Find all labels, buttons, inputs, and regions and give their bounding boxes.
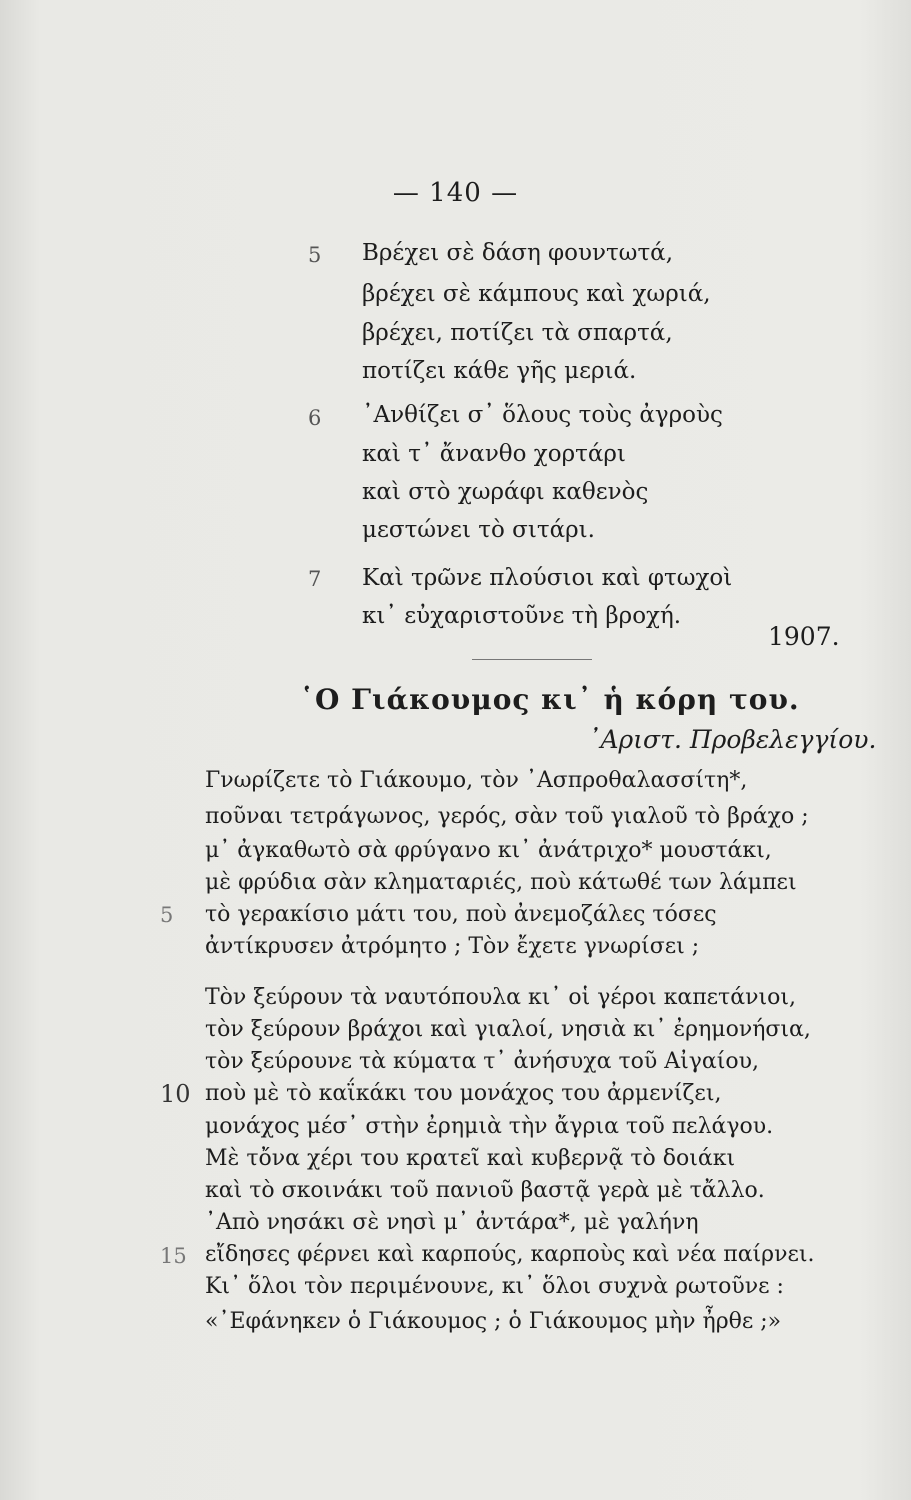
poem-date: 1907. — [768, 622, 840, 651]
page-number: — 140 — — [392, 178, 519, 208]
stanza-line: μεστώνει τὸ σιτάρι. — [362, 517, 595, 543]
stanza-line: Καὶ τρῶνε πλούσιοι καὶ φτωχοὶ — [362, 565, 733, 591]
line-number: 15 — [160, 1244, 187, 1268]
poem-line: καὶ τὸ σκοινάκι τοῦ πανιοῦ βαστᾷ γερὰ μὲ τἄλλο. — [205, 1178, 765, 1203]
poem-line: Κι᾿ ὅλοι τὸν περιμένουνε, κι᾿ ὅλοι συχνὰ ρωτοῦνε : — [205, 1274, 784, 1299]
stanza-line: ᾿Ανθίζει σ᾿ ὅλους τοὺς ἀγροὺς — [362, 402, 723, 428]
poem-line: τὸν ξεύρουνε τὰ κύματα τ᾿ ἀνήσυχα τοῦ Αἰγαίου, — [205, 1049, 759, 1074]
section-divider — [472, 659, 592, 660]
poem-line: μὲ φρύδια σὰν κληματαριές, ποὺ κάτωθέ των λάμπει — [205, 870, 797, 895]
stanza-line: καὶ στὸ χωράφι καθενὸς — [362, 479, 649, 505]
poem-line: Τὸν ξεύρουν τὰ ναυτόπουλα κι᾿ οἱ γέροι καπετάνιοι, — [205, 985, 796, 1010]
poem-author: ᾿Αριστ. Προβελεγγίου. — [588, 725, 877, 754]
poem-line: ἀντίκρυσεν ἀτρόμητο ; Τὸν ἔχετε γνωρίσει ; — [205, 934, 700, 959]
poem-line: μ᾿ ἀγκαθωτὸ σὰ φρύγανο κι᾿ ἀνάτριχο* μουστάκι, — [205, 838, 772, 863]
stanza-line: ποτίζει κάθε γῆς μεριά. — [362, 358, 637, 384]
stanza-number: 5 — [308, 243, 322, 267]
poem-line: ποὺ μὲ τὸ καΐκάκι του μονάχος του ἀρμενίζει, — [205, 1081, 722, 1106]
stanza-line: κι᾿ εὐχαριστοῦνε τὴ βροχή. — [362, 603, 682, 629]
stanza-line: καὶ τ᾿ ἄνανθο χορτάρι — [362, 441, 626, 467]
poem-line: ᾿Απὸ νησάκι σὲ νησὶ μ᾿ ἀντάρα*, μὲ γαλήνη — [205, 1210, 699, 1235]
poem-line: Γνωρίζετε τὸ Γιάκουμο, τὸν ᾿Ασπροθαλασσίτη*, — [205, 768, 748, 793]
stanza-line: βρέχει, ποτίζει τὰ σπαρτά, — [362, 320, 673, 346]
stanza-line: Βρέχει σὲ δάση φουντωτά, — [362, 240, 674, 266]
stanza-number: 6 — [308, 406, 322, 430]
stanza-line: βρέχει σὲ κάμπους καὶ χωριά, — [362, 281, 711, 307]
line-number: 10 — [160, 1080, 191, 1108]
poem-line: Μὲ τὄνα χέρι του κρατεῖ καὶ κυβερνᾷ τὸ δοιάκι — [205, 1146, 736, 1171]
poem-line: τὸν ξεύρουν βράχοι καὶ γιαλοί, νησιὰ κι᾿ ἐρημονήσια, — [205, 1017, 811, 1042]
poem-title: ῾Ο Γιάκουμος κι᾿ ἡ κόρη του. — [300, 683, 800, 716]
line-number: 5 — [160, 903, 174, 927]
poem-line: «᾿Εφάνηκεν ὁ Γιάκουμος ; ὁ Γιάκουμος μὴν ἦρθε ;» — [205, 1309, 782, 1334]
poem-line: τὸ γερακίσιο μάτι του, ποὺ ἀνεμοζάλες τόσες — [205, 902, 717, 927]
poem-line: μονάχος μέσ᾿ στὴν ἐρημιὰ τὴν ἄγρια τοῦ πελάγου. — [205, 1114, 774, 1139]
poem-line: ποῦναι τετράγωνος, γερός, σὰν τοῦ γιαλοῦ τὸ βράχο ; — [205, 804, 809, 829]
stanza-number: 7 — [308, 567, 322, 591]
poem-line: εἴδησες φέρνει καὶ καρπούς, καρποὺς καὶ νέα παίρνει. — [205, 1242, 815, 1267]
